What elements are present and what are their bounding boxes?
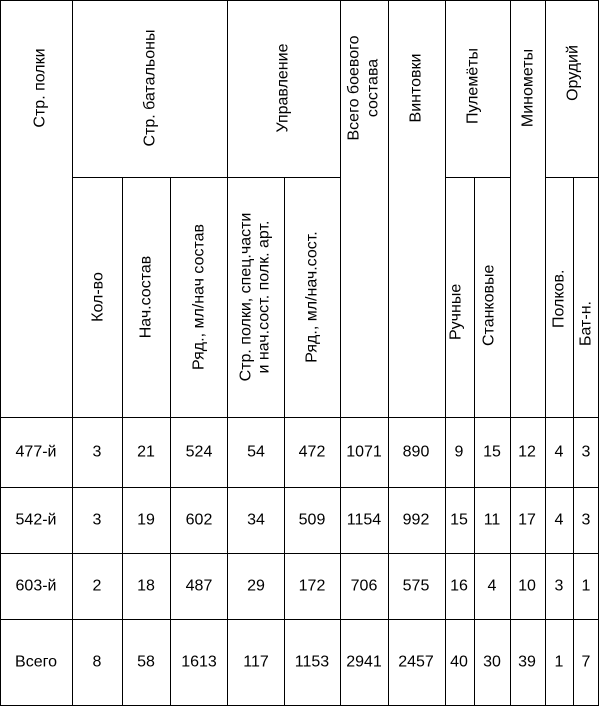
table-cell: 21: [137, 443, 155, 461]
table-cell: 18: [137, 577, 155, 595]
table-cell: 509: [298, 511, 326, 529]
table-cell: 19: [137, 511, 155, 529]
table-cell: 30: [483, 653, 501, 671]
table-cell: 1613: [181, 653, 217, 671]
table-cell: 11: [483, 511, 501, 529]
header-command-officers-line2: и нач.сост. полк. арт.: [255, 220, 273, 374]
table-cell: 10: [518, 577, 536, 595]
table-cell: 487: [185, 577, 213, 595]
header-total-line2: состава: [364, 58, 382, 118]
header-rifles: Винтовки: [407, 53, 425, 123]
table-cell: 3: [581, 443, 591, 461]
table-body: [15, 444, 591, 671]
table-cell: 117: [243, 653, 269, 671]
table-cell: 472: [298, 443, 326, 461]
header-command-rank: Ряд., мл/нач.сост.: [303, 231, 321, 363]
table-cell: 2941: [346, 653, 382, 671]
table-cell: 1: [581, 577, 591, 595]
header-guns: Орудий: [564, 45, 582, 101]
header-regiments: Стр. полки: [31, 48, 49, 128]
table-cell: 890: [402, 443, 430, 461]
table-cell: 172: [298, 577, 326, 595]
table-cell: 16: [450, 577, 468, 595]
row-label: 542-й: [15, 511, 57, 529]
table-cell: 9: [454, 443, 464, 461]
table-cell: 1071: [346, 443, 382, 461]
table-cell: 575: [402, 577, 430, 595]
table-cell: 602: [185, 511, 213, 529]
table-border: [1, 1, 599, 706]
table-cell: 4: [554, 443, 564, 461]
table-cell: 4: [487, 577, 497, 595]
table-cell: 3: [581, 511, 591, 529]
table-cell: 39: [518, 653, 536, 671]
table-cell: 17: [518, 511, 536, 529]
header-mg-hand: Ручные: [447, 283, 465, 340]
header-command-officers-line1: Стр. полки, спец.части: [237, 212, 255, 382]
header-machine-guns: Пулемёты: [464, 47, 482, 125]
header-battalions: Стр. батальоны: [141, 29, 159, 147]
header-battalions-rank: Ряд., мл/нач состав: [190, 223, 208, 371]
table-cell: 3: [92, 511, 102, 529]
header-guns-regimental: Полков.: [550, 269, 568, 328]
table-cell: 15: [483, 443, 501, 461]
table-cell: 34: [247, 511, 265, 529]
table-cell: 2: [92, 577, 102, 595]
table-cell: 7: [581, 653, 591, 671]
table-cell: 1154: [346, 511, 382, 529]
table-cell: 1153: [294, 653, 330, 671]
table-cell: 54: [247, 443, 265, 461]
table-cell: 524: [185, 443, 213, 461]
row-label: Всего: [15, 653, 57, 671]
table-cell: 8: [92, 653, 102, 671]
table-cell: 3: [554, 577, 564, 595]
table-cell: 3: [92, 443, 102, 461]
table-cell: 15: [450, 511, 468, 529]
header-guns-battalion: Бат-н.: [577, 301, 595, 346]
header-mg-heavy: Станковые: [480, 264, 498, 346]
header-command: Управление: [274, 43, 292, 133]
table-cell: 12: [518, 443, 536, 461]
table-cell: 58: [137, 653, 155, 671]
table-cell: 2457: [398, 653, 434, 671]
table-cell: 29: [247, 577, 265, 595]
header-total-line1: Всего боевого: [345, 35, 363, 141]
table-cell: 992: [402, 511, 430, 529]
table-cell: 4: [554, 511, 564, 529]
header-battalions-officers: Нач.состав: [137, 255, 155, 339]
table-cell: 1: [554, 653, 564, 671]
header-mortars: Минометы: [519, 48, 537, 128]
row-label: 603-й: [15, 577, 57, 595]
table-cell: 706: [350, 577, 378, 595]
row-label: 477-й: [15, 443, 57, 461]
table-cell: 40: [450, 653, 468, 671]
header-battalions-count: Кол-во: [89, 272, 107, 322]
